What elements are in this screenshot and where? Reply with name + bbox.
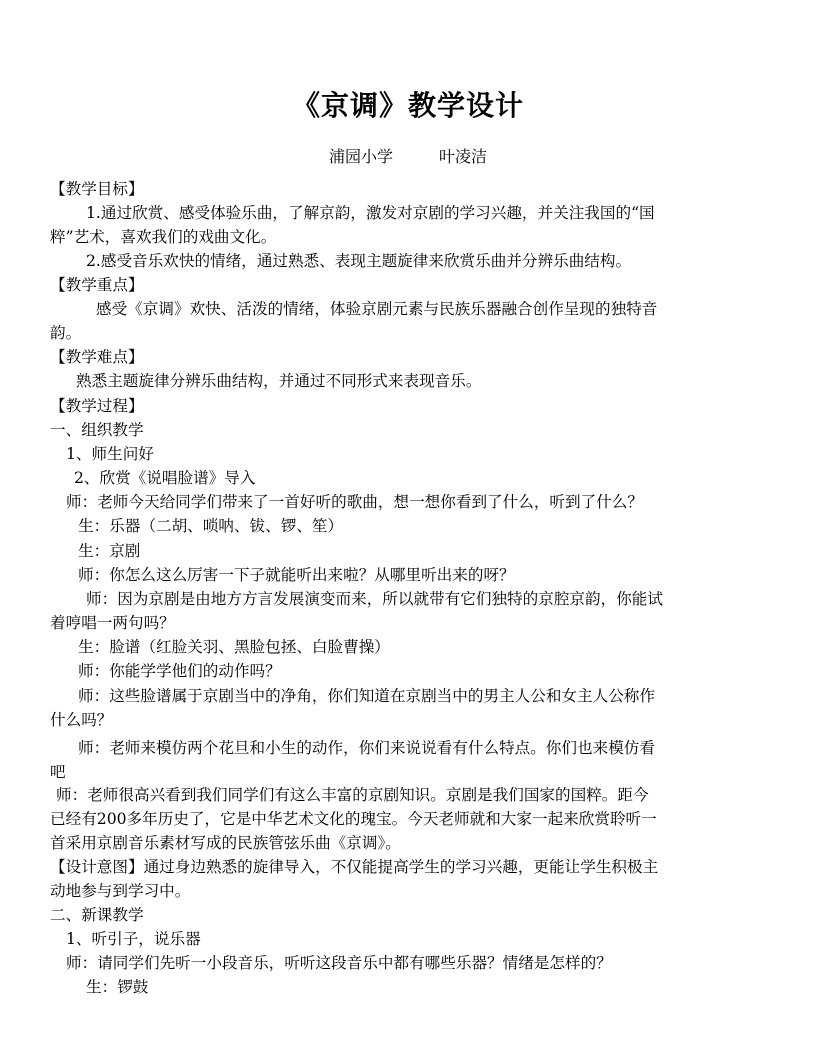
- body-line: 生：乐器（二胡、唢呐、钹、锣、笙）: [78, 517, 344, 535]
- body-line: 师：你能学学他们的动作吗？: [78, 662, 281, 680]
- section-heading-key-points: 【教学重点】: [50, 276, 144, 294]
- body-line: 一、组织教学: [50, 421, 144, 439]
- body-line: 师：老师很高兴看到我们同学们有这么丰富的京剧知识。京剧是我们国家的国粹。距今: [56, 786, 649, 804]
- body-line: 2、欣赏《说唱脸谱》导入: [74, 469, 256, 487]
- body-line: 1.通过欣赏、感受体验乐曲，了解京韵，激发对京剧的学习兴趣，并关注我国的“国: [86, 204, 655, 222]
- body-line: 什么吗？: [50, 711, 113, 729]
- body-line: 生：锣鼓: [86, 978, 149, 996]
- author-name: 叶凌洁: [439, 147, 488, 166]
- section-heading-difficulties: 【教学难点】: [50, 348, 144, 366]
- body-line: 师：你怎么这么厉害一下子就能听出来啦？从哪里听出来的呀？: [78, 566, 515, 584]
- body-line: 首采用京剧音乐素材写成的民族管弦乐曲《京调》。: [50, 834, 401, 852]
- body-line: 师：老师今天给同学们带来了一首好听的歌曲，想一想你看到了什么，听到了什么？: [66, 493, 643, 511]
- body-line: 二、新课教学: [50, 906, 144, 924]
- body-line: 动地参与到学习中。: [50, 882, 191, 900]
- document-title: 《京调》教学设计: [291, 89, 524, 122]
- body-line: 师：老师来模仿两个花旦和小生的动作，你们来说说看有什么特点。你们也来模仿看: [78, 739, 655, 757]
- author-school: 浦园小学: [328, 147, 393, 166]
- body-line: 已经有200多年历史了，它是中华艺术文化的瑰宝。今天老师就和大家一起来欣赏聆听一: [50, 810, 657, 828]
- body-line: 师：这些脸谱属于京剧当中的净角，你们知道在京剧当中的男主人公和女主人公称作: [78, 687, 655, 705]
- design-intent-line: 【设计意图】通过身边熟悉的旋律导入，不仅能提高学生的学习兴趣，更能让学生积极主: [50, 858, 659, 876]
- author-line: [0, 146, 816, 168]
- body-line: 1、听引子，说乐器: [66, 930, 201, 948]
- body-line: 1、师生问好: [66, 445, 154, 463]
- body-line: 师：请同学们先听一小段音乐，听听这段音乐中都有哪些乐器？情绪是怎样的？: [66, 954, 612, 972]
- section-heading-goals: 【教学目标】: [50, 180, 144, 198]
- body-line: 韵。: [50, 324, 82, 342]
- section-heading-process: 【教学过程】: [50, 397, 144, 415]
- body-line: 感受《京调》欢快、活泼的情绪，体验京剧元素与民族乐器融合创作呈现的独特音: [96, 300, 658, 318]
- body-line: 生：京剧: [78, 542, 141, 560]
- body-line: 粹”艺术，喜欢我们的戏曲文化。: [50, 228, 277, 246]
- body-line: 师：因为京剧是由地方方言发展演变而来，所以就带有它们独特的京腔京韵，你能试: [86, 590, 663, 608]
- body-line: 熟悉主题旋律分辨乐曲结构，并通过不同形式来表现音乐。: [76, 372, 482, 390]
- body-line: 吧: [50, 763, 66, 781]
- body-line: 2.感受音乐欢快的情绪，通过熟悉、表现主题旋律来欣赏乐曲并分辨乐曲结构。: [86, 252, 632, 270]
- body-line: 生：脸谱（红脸关羽、黑脸包拯、白脸曹操）: [78, 638, 390, 656]
- body-line: 着哼唱一两句吗？: [50, 614, 175, 632]
